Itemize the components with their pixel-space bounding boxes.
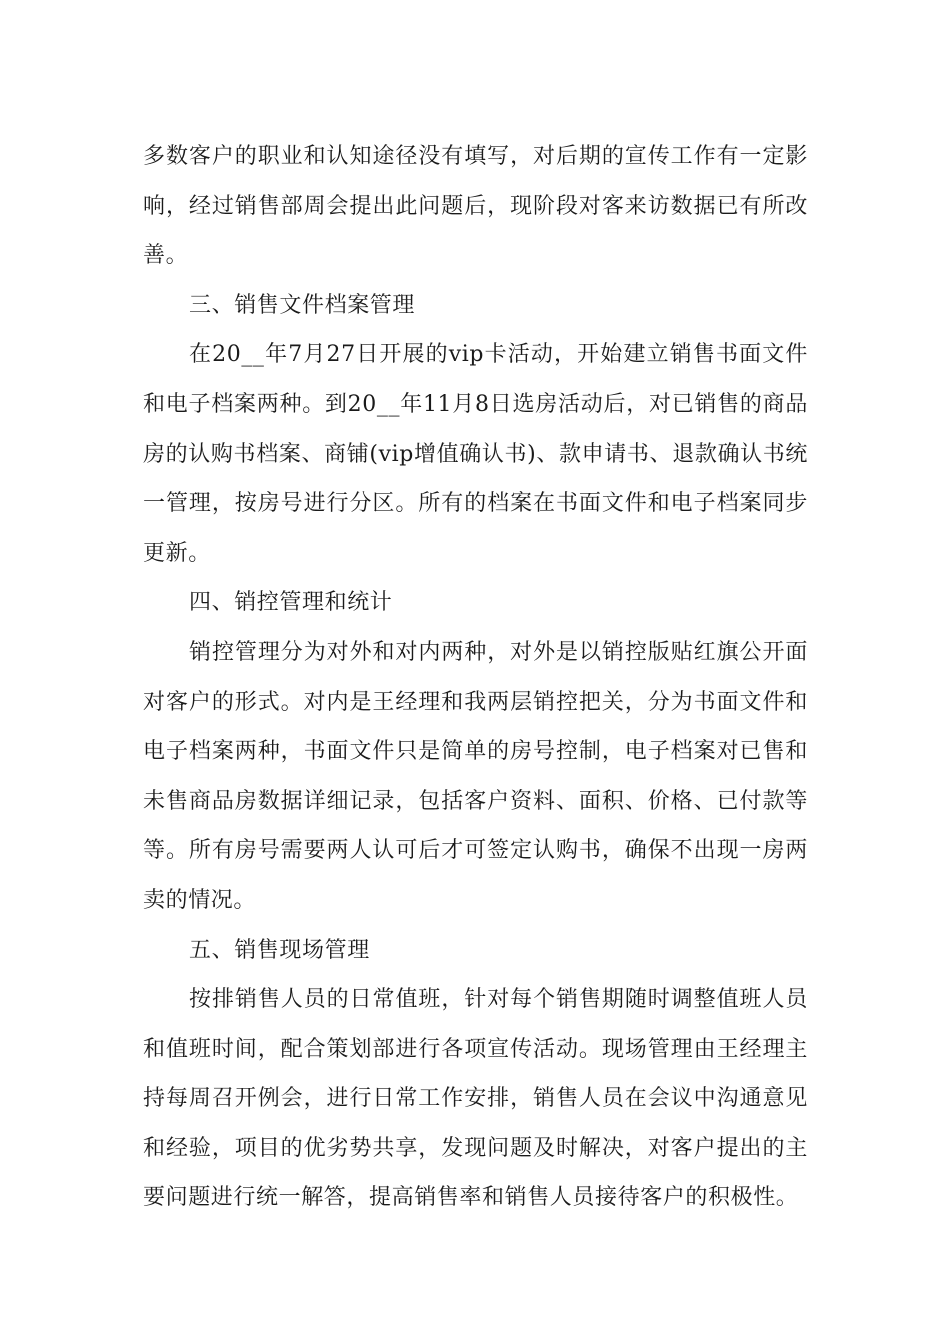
document-body <box>143 132 808 1223</box>
paragraph-onsite-management: 按排销售人员的日常值班，针对每个销售期随时调整值班人员和值班时间，配合策划部进行各项宣传活动。现场管理由王经理主持每周召开例会，进行日常工作安排，销售人员在会议中沟通意见和经验，项目的优劣势共享，发现问题及时解决，对客户提出的主要问题进行统一解答，提高销售率和销售人员接待客户的积极性。 <box>143 987 808 1211</box>
paragraph-sales-control: 销控管理分为对外和对内两种，对外是以销控版贴红旗公开面对客户的形式。对内是王经理和我两层销控把关，分为书面文件和电子档案两种，书面文件只是简单的房号控制，电子档案对已售和未售商品房数据详细记录，包括客户资料、面积、价格、已付款等等。所有房号需要两人认可后才可签定认购书，确保不出现一房两卖的情况。 <box>143 639 808 913</box>
section-heading-4: 四、销控管理和统计 <box>189 590 393 616</box>
paragraph-archive-management: 在20__年7月27日开展的vip卡活动，开始建立销售书面文件和电子档案两种。到20__年11月8日选房活动后，对已销售的商品房的认购书档案、商铺(vip增值确认书)、款申请书、退款确认书统一管理，按房号进行分区。所有的档案在书面文件和电子档案同步更新。 <box>143 342 808 566</box>
paragraph-continued: 多数客户的职业和认知途径没有填写，对后期的宣传工作有一定影响，经过销售部周会提出此问题后，现阶段对客来访数据已有所改善。 <box>143 144 808 269</box>
section-heading-5: 五、销售现场管理 <box>189 937 370 963</box>
section-heading-3: 三、销售文件档案管理 <box>189 292 416 318</box>
